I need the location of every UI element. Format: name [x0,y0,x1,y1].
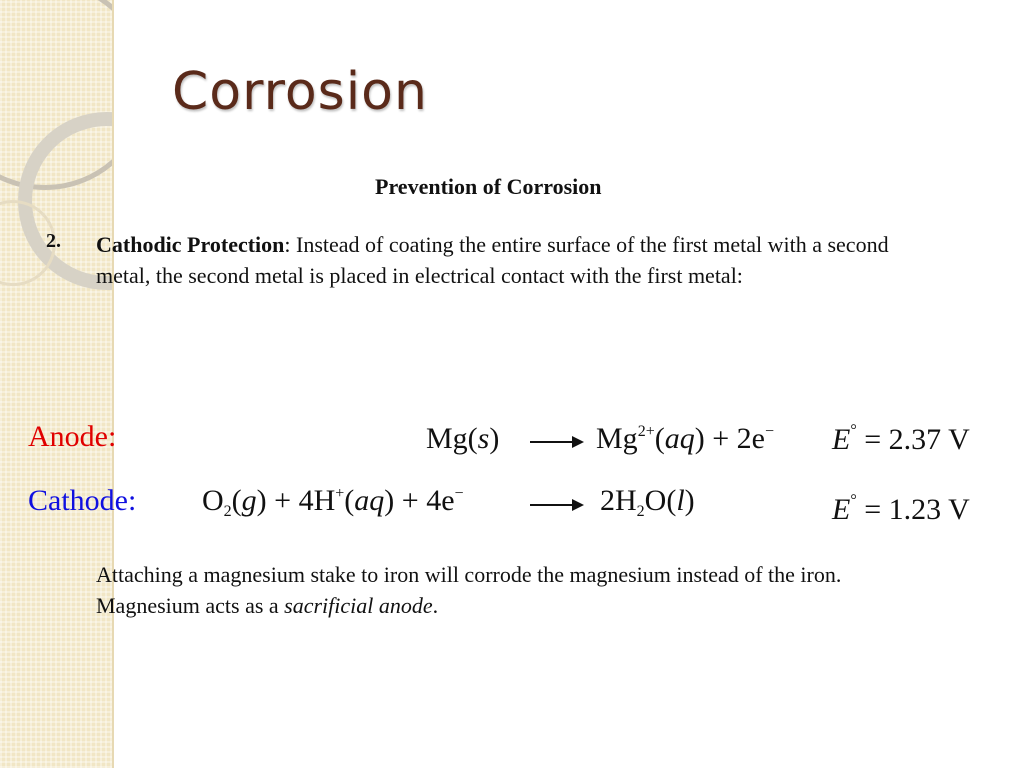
reaction-arrow [530,441,582,443]
cathode-product: $2H_2O(l)$ [600,484,695,520]
summary-text: Attaching a magnesium stake to iron will corrode the magnesium instead of the iron. Magnesium acts as a sacrificial anode. [96,562,842,618]
list-item-text [96,229,916,291]
reaction-arrow [530,504,582,506]
anode-potential: E° = 2.37 V [832,422,970,456]
term-description: : Instead of coating the entire surface of the first metal with a second metal, the second metal is placed in electrical contact with the first metal: [96,232,889,288]
cathode-reactants: $O_2(g) + 4H^+(aq) + 4e^-$ [202,484,464,520]
subheading: Prevention of Corrosion [375,174,602,199]
decorative-sidebar [0,0,112,768]
anode-product: $Mg^{2+}(aq) + 2e^-$ [596,422,774,455]
anode-label: Anode: [28,420,117,453]
list-number: 2. [46,230,61,252]
sidebar-edge [112,0,114,768]
anode-reactant: Mg(s) [426,422,500,455]
term: Cathodic Protection [96,232,285,257]
sacrificial-anode-term: sacrificial anode [284,593,433,618]
cathode-potential: E° = 1.23 V [832,492,970,526]
slide-title: Corrosion [172,62,428,122]
cathode-label: Cathode: [28,484,137,517]
